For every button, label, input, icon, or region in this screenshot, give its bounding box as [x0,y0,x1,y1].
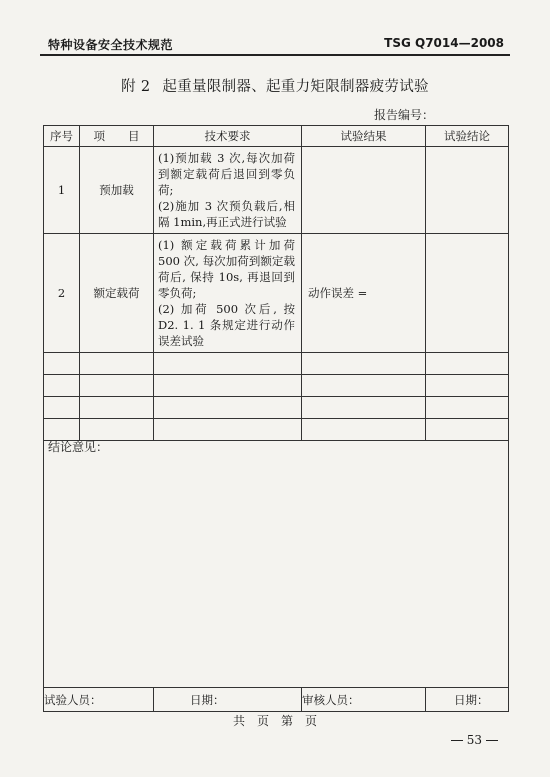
col-header-no: 序号 [44,126,80,147]
col-header-item: 项 目 [80,126,154,147]
page-number-value: 53 [466,733,482,747]
requirement-line: (2) 加荷 500 次后, 按 D2. 1. 1 条规定进行动作误差试验 [158,302,295,348]
report-number-label: 报告编号： [373,108,434,122]
table-row [44,234,509,353]
row-requirements [154,147,302,234]
table-header-row [44,126,509,147]
reviewer-date-label: 日期： [426,688,509,712]
row-no: 2 [44,234,80,353]
reviewer-label: 审核人员： [302,688,426,712]
row-item: 额定载荷 [80,234,154,353]
test-record-table [43,125,509,712]
appendix-label: 附 2 [121,79,151,95]
requirement-line: (1) 额定载荷累计加荷 500 次, 每次加荷到额定载荷后, 保持 10s, 再退回到零负荷; [158,238,295,300]
page-number-dash [451,740,463,741]
row-result[interactable] [302,147,426,234]
spec-series-title: 特种设备安全技术规范 [48,38,174,52]
empty-row [44,375,509,397]
requirement-line: (2)施加 3 次预负载后,相隔 1min,再正式进行试验 [158,199,295,229]
standard-code: TSG Q7014—2008 [384,36,504,50]
appendix-title [0,75,550,96]
col-header-result: 试验结果 [302,126,426,147]
empty-row [44,397,509,419]
row-result[interactable]: 动作误差 = [302,234,426,353]
col-header-conclusion: 试验结论 [426,126,509,147]
row-conclusion[interactable] [426,147,509,234]
appendix-title-text: 起重量限制器、起重力矩限制器疲劳试验 [162,79,429,95]
tester-label: 试验人员： [44,688,154,712]
empty-row [44,353,509,375]
requirement-line: (1)预加载 3 次,每次加荷到额定载荷后退回到零负荷; [158,151,295,197]
page-number [447,733,502,747]
row-item: 预加载 [80,147,154,234]
tester-date-label: 日期： [154,688,302,712]
conclusion-label: 结论意见： [48,440,109,454]
row-conclusion[interactable] [426,234,509,353]
table-row [44,147,509,234]
col-header-requirements: 技术要求 [154,126,302,147]
signature-row [44,688,509,712]
conclusion-area[interactable] [44,441,509,688]
page-count-line: 共 页 第 页 [232,714,317,728]
row-no: 1 [44,147,80,234]
page-number-dash [486,740,498,741]
empty-row [44,419,509,441]
header-rule [40,54,510,56]
row-requirements [154,234,302,353]
conclusion-row [44,441,509,688]
